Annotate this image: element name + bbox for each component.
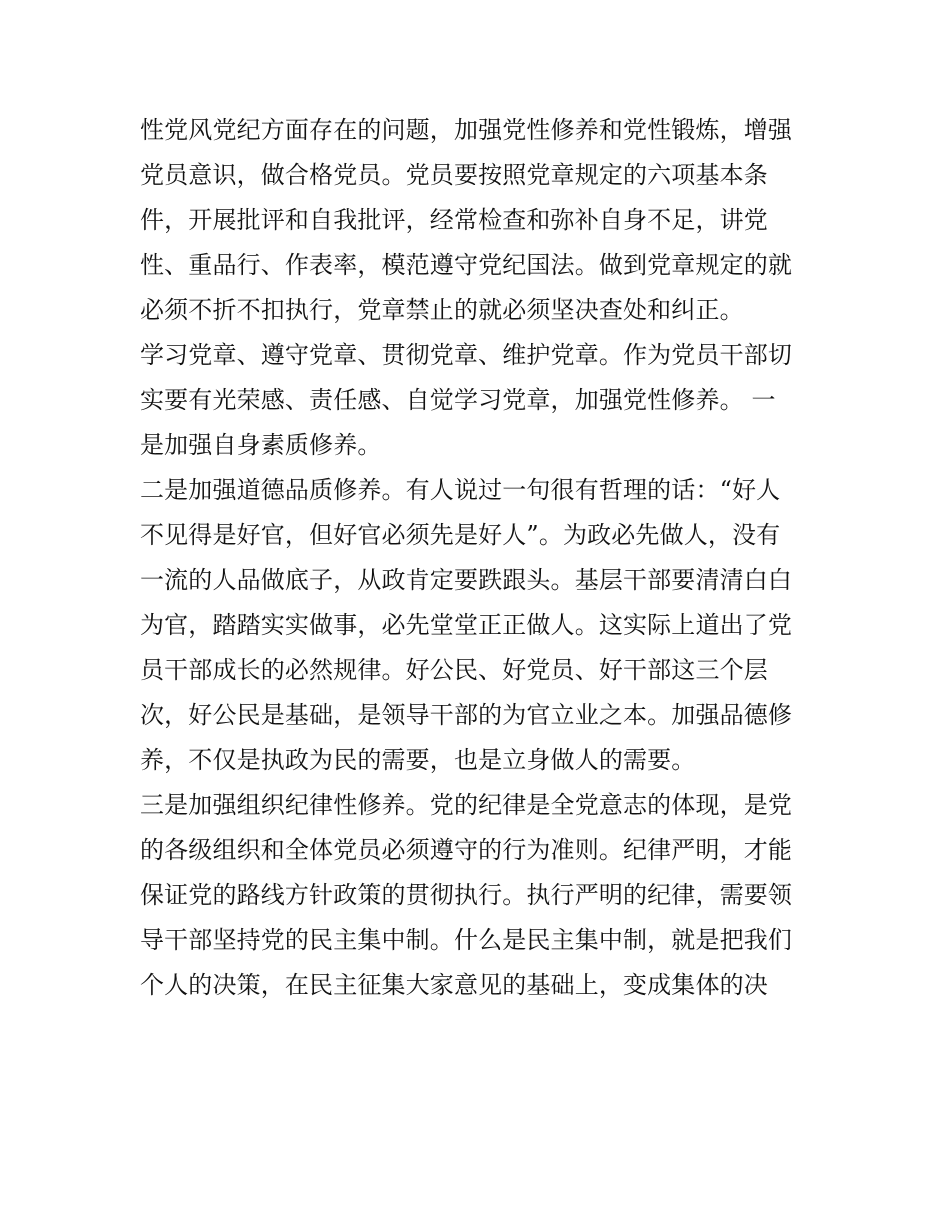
text-line: 党员意识，做合格党员。党员要按照党章规定的六项基本条: [140, 161, 768, 189]
text-line: 必须不折不扣执行，党章禁止的就必须坚决查处和纠正。: [140, 296, 744, 324]
text-line: 次，好公民是基础，是领导干部的为官立业之本。加强品德修: [140, 701, 793, 729]
text-line: 三是加强组织纪律性修养。党的纪律是全党意志的体现，是党: [140, 791, 793, 819]
paragraph-moral-cultivation: [140, 468, 820, 783]
text-line: 性、重品行、作表率，模范遵守党纪国法。做到党章规定的就: [140, 251, 793, 279]
text-line: 个人的决策，在民主征集大家意见的基础上，变成集体的决: [140, 971, 768, 999]
document-body: [140, 108, 820, 1008]
text-line: 为官，踏踏实实做事，必先堂堂正正做人。这实际上道出了党: [140, 611, 793, 639]
text-line: 二是加强道德品质修养。有人说过一句很有哲理的话：“好人: [140, 476, 781, 504]
text-line: 养，不仅是执政为民的需要，也是立身做人的需要。: [140, 746, 696, 774]
paragraph-discipline-cultivation: [140, 783, 820, 1008]
paragraph-party-discipline: [140, 108, 820, 333]
text-line: 员干部成长的必然规律。好公民、好党员、好干部这三个层: [140, 656, 768, 684]
text-line: 件，开展批评和自我批评，经常检查和弥补自身不足，讲党: [140, 206, 768, 234]
paragraph-study-constitution: [140, 333, 820, 468]
text-line: 实要有光荣感、责任感、自觉学习党章，加强党性修养。 一: [140, 386, 776, 414]
text-line: 的各级组织和全体党员必须遵守的行为准则。纪律严明，才能: [140, 836, 793, 864]
text-line: 保证党的路线方针政策的贯彻执行。执行严明的纪律，需要领: [140, 881, 793, 909]
text-line: 学习党章、遵守党章、贯彻党章、维护党章。作为党员干部切: [140, 341, 793, 369]
text-line: 一流的人品做底子，从政肯定要跌跟头。基层干部要清清白白: [140, 566, 793, 594]
text-line: 不见得是好官，但好官必须先是好人”。为政必先做人，没有: [140, 521, 781, 549]
text-line: 是加强自身素质修养。: [140, 431, 382, 459]
text-line: 性党风党纪方面存在的问题，加强党性修养和党性锻炼，增强: [140, 116, 793, 144]
text-line: 导干部坚持党的民主集中制。什么是民主集中制，就是把我们: [140, 926, 793, 954]
